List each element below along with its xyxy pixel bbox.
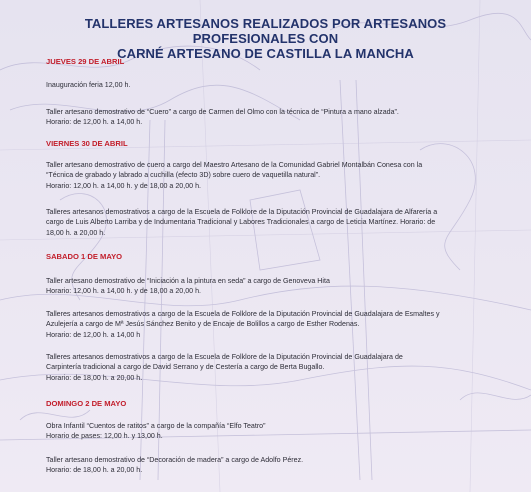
event-line: Taller artesano demostrativo de “Cuero” a cargo de Carmen del Olmo con la técnica de “Pintura a mano alzada”.: [46, 108, 399, 116]
event-paragraph: [46, 207, 516, 238]
document-title: [30, 16, 501, 61]
event-line: Talleres artesanos demostrativos a cargo de la Escuela de Folklore de la Diputación Provincial de Guadalajara de Esmaltes y: [46, 310, 440, 318]
event-line: Horario: de 18,00 h. a 20,00 h.: [46, 373, 143, 382]
event-line: Azulejería a cargo de Mª Jesús Sánchez Benito y de Encaje de Bolillos a cargo de Esther Rodenas.: [46, 320, 360, 329]
day-heading-friday: VIERNES 30 DE ABRIL: [46, 139, 128, 148]
event-line: “Técnica de grabado y labrado a cuchilla (efecto 3D) sobre cuero de vaquetilla natural”.: [46, 171, 321, 180]
event-line: Horario: 12,00 h. a 14,00 h. y de 18,00 a 20,00 h.: [46, 287, 201, 296]
day-heading-thursday: JUEVES 29 DE ABRIL: [46, 57, 125, 66]
day-heading-saturday: SABADO 1 DE MAYO: [46, 252, 123, 261]
event-line: Horario: 12,00 h. a 14,00 h. y de 18,00 a 20,00 h.: [46, 181, 201, 190]
event-line: Horario: de 18,00 h. a 20,00 h.: [46, 466, 143, 475]
event-line: Taller artesano demostrativo de “Iniciación a la pintura en seda” a cargo de Genoveva Hita: [46, 277, 330, 285]
event-line: Talleres artesanos demostrativos a cargo de la Escuela de Folklore de la Diputación Provincial de Guadalajara de: [46, 353, 403, 361]
event-paragraph: [46, 455, 516, 476]
title-line-2: CARNÉ ARTESANO DE CASTILLA LA MANCHA: [117, 46, 414, 61]
event-line: Taller artesano demostrativo de cuero a cargo del Maestro Artesano de la Comunidad Gabriel Montalbán Conesa con la: [46, 161, 423, 169]
event-line: cargo de Luis Alberto Larriba y de Indumentaria Tradicional y Labores Tradicionales a cargo de Leticia Martínez. Horario: de: [46, 218, 436, 227]
event-line: Horario de pases: 12,00 h. y 13,00 h.: [46, 432, 163, 441]
event-paragraph: [46, 80, 516, 90]
event-line: Carpintería tradicional a cargo de David Serrano y de Cestería a cargo de Berta Bugallo.: [46, 363, 325, 372]
title-line-1: TALLERES ARTESANOS REALIZADOS POR ARTESANOS PROFESIONALES CON: [84, 16, 447, 46]
day-heading-sunday: DOMINGO 2 DE MAYO: [46, 399, 127, 408]
event-paragraph: [46, 309, 516, 340]
event-line: Inauguración feria 12,00 h.: [46, 81, 131, 89]
event-line: Obra Infantil “Cuentos de ratitos” a cargo de la compañía “Elfo Teatro”: [46, 422, 266, 430]
event-line: Taller artesano demostrativo de “Decoración de madera” a cargo de Adolfo Pérez.: [46, 456, 304, 464]
event-line: Talleres artesanos demostrativos a cargo de la Escuela de Folklore de la Diputación Provincial de Guadalajara de Alfarería a: [46, 208, 438, 216]
event-paragraph: [46, 421, 516, 442]
event-line: Horario: de 12,00 h. a 14,00 h: [46, 330, 141, 339]
event-paragraph: [46, 107, 516, 128]
event-paragraph: [46, 160, 516, 191]
event-paragraph: [46, 352, 516, 383]
event-line: Horario: de 12,00 h. a 14,00 h.: [46, 118, 143, 127]
event-paragraph: [46, 276, 516, 297]
event-line: 18,00 h. a 20,00 h.: [46, 228, 106, 237]
